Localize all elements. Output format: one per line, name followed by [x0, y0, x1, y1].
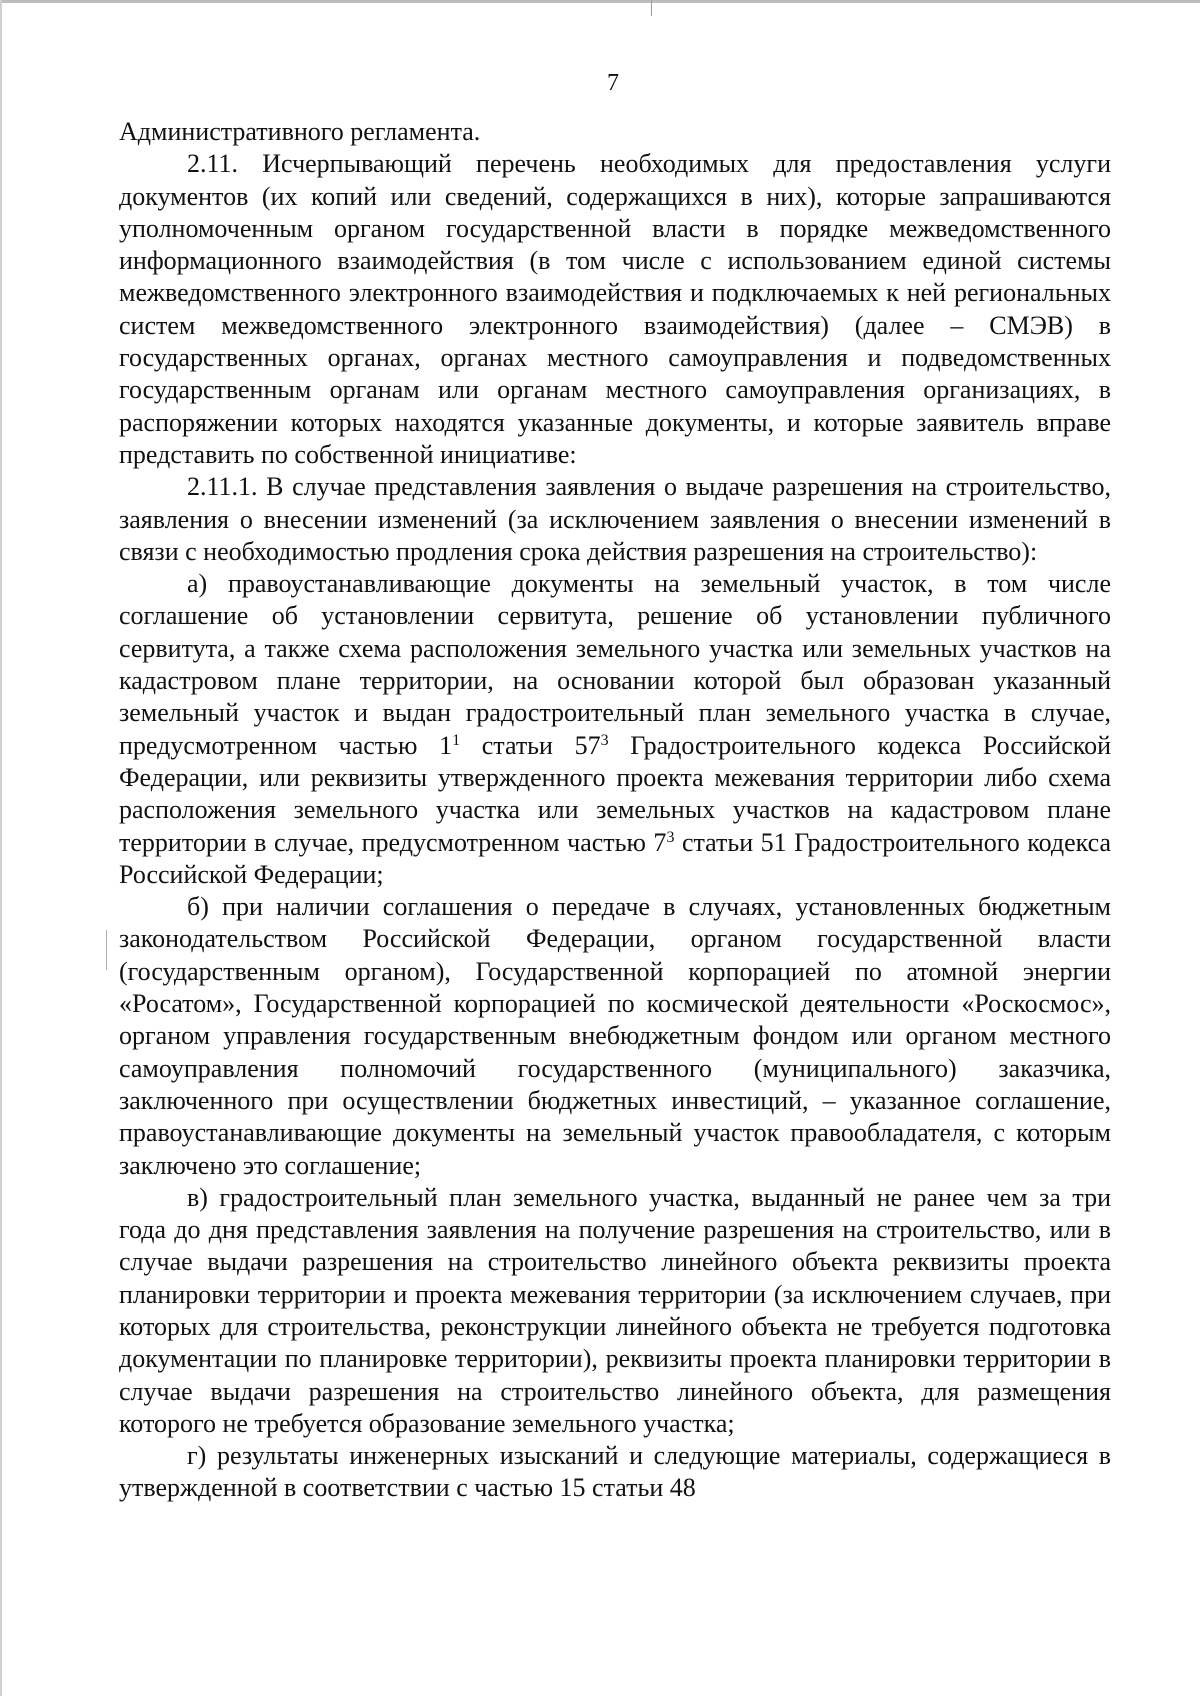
paragraph-item-a [119, 568, 1111, 891]
paragraph-item-v: в) градостроительный план земельного участка, выданный не ранее чем за три года до дня представления заявления на получение разрешения на строительство, или в случае выдачи разрешения на строительство линейного объекта реквизиты проекта планировки территории и проекта межевания территории (за исключением случаев, при которых для строительства, реконструкции линейного объекта не требуется подготовка документации по планировке территории), реквизиты проекта планировки территории в случае выдачи разрешения на строительство линейного объекта, для размещения которого не требуется образование земельного участка; [119, 1182, 1111, 1438]
superscript: 3 [600, 731, 609, 749]
superscript: 1 [452, 731, 461, 749]
item-a-text-2: статьи 57 [460, 730, 601, 760]
paragraph-item-b: б) при наличии соглашения о передаче в случаях, установленных бюджетным законодательством Российской Федерации, органом государственной власти (государственным органом), Государственной корпорацией по атомной энергии «Росатом», Государственной корпорацией по космической деятельности «Роскосмос», органом управления государственным внебюджетным фондом или органом местного самоуправления полномочий государственного (муниципального) заказчика, заключенного при осуществлении бюджетных инвестиций, – указанное соглашение, правоустанавливающие документы на земельный участок правообладателя, с которым заключено это соглашение; [119, 892, 1111, 1180]
item-a-text-4: статьи 51 Градостроительного кодекса Российской Федерации; [119, 827, 1111, 889]
paragraph-2-11-1: 2.11.1. В случае представления заявления о выдаче разрешения на строительство, заявления о внесении изменений (за исключением заявления о внесении изменений в связи с необходимостью продления срока действия разрешения на строительство): [119, 472, 1111, 566]
item-a-text-1: а) правоустанавливающие документы на земельный участок, в том числе соглашение об установлении сервитута, решение об установлении публичного сервитута, а также схема расположения земельного участка или земельных участков на кадастровом плане территории, на основании которой был образован указанный земельный участок и выдан градостроительный план земельного участка в случае, предусмотренном частью 1 [119, 569, 1111, 760]
scan-mark [651, 0, 652, 16]
page-number: 7 [607, 70, 619, 96]
paragraph-2-11: 2.11. Исчерпывающий перечень необходимых для предоставления услуги документов (их копий или сведений, содержащихся в них), которые запрашиваются уполномоченным органом государственной власти в порядке межведомственного информационного взаимодействия (в том числе с использованием единой системы межведомственного электронного взаимодействия и подключаемых к ней региональных систем межведомственного электронного взаимодействия) (далее – СМЭВ) в государственных органах, органах местного самоуправления и подведомственных государственным органам или органам местного самоуправления организациях, в распоряжении которых находятся указанные документы, и которые заявитель вправе представить по собственной инициативе: [119, 149, 1111, 469]
paragraph-continuation: Административного регламента. [119, 117, 481, 146]
item-a-text-3: Градостроительного кодекса Российской Федерации, или реквизиты утвержденного проекта межевания территории либо схема расположения земельного участка или земельных участков на кадастровом плане территории в случае, предусмотренном частью 7 [119, 730, 1111, 857]
scan-left-edge [0, 0, 2, 1696]
superscript: 3 [666, 828, 675, 846]
scan-top-edge [0, 0, 1200, 3]
paragraph-item-g: г) результаты инженерных изысканий и следующие материалы, содержащиеся в утвержденной в соответствии с частью 15 статьи 48 [119, 1441, 1111, 1503]
margin-mark [106, 930, 107, 970]
document-body [119, 116, 1111, 1505]
